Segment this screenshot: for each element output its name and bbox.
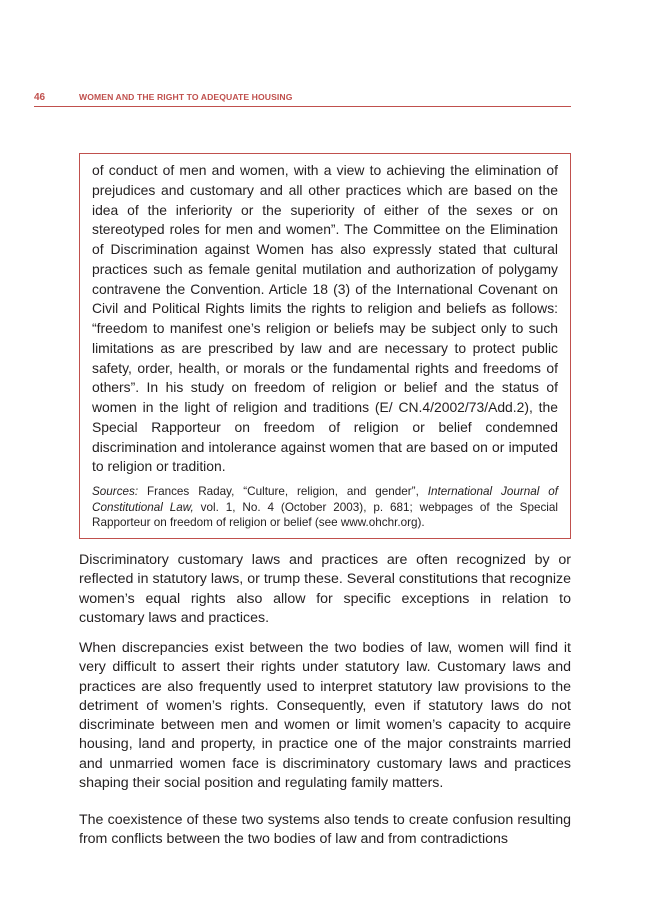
- page-number: 46: [34, 92, 46, 103]
- box-sources: [92, 484, 558, 531]
- box-paragraph: of conduct of men and women, with a view to achieving the elimination of prejudices and customary and all other practices which are based on the idea of the inferiority or the superiority of either of the sexes or on stereotyped roles for men and women”. The Committee on the Elimination of Discrimination against Women has also expressly stated that cultural practices such as female genital mutilation and authorization of polygamy contravene the Convention. Article 18 (3) of the International Covenant on Civil and Political Rights limits the rights to religion and beliefs as follows: “freedom to manifest one’s religion or beliefs may be subject only to such limitations as are prescribed by law and are necessary to protect public safety, order, health, or morals or the fundamental rights and freedoms of others”. In his study on freedom of religion or belief and the status of women in the light of religion and traditions (E/ CN.4/2002/73/Add.2), the Special Rapporteur on freedom of religion or belief condemned discrimination and intolerance against women that are based on or imputed to religion or tradition.: [92, 162, 558, 475]
- running-header: [34, 90, 571, 107]
- sources-journal: International Journal of Constitutional Law,: [92, 485, 559, 514]
- body-paragraph: When discrepancies exist between the two bodies of law, women will find it very difficult to assert their rights under statutory law. Customary laws and practices are also frequently used to interpret statutory law provisions to the detriment of women’s rights. Consequently, even if statutory laws do not discriminate between men and women or limit women’s capacity to acquire housing, land and property, in practice one of the major constraints married and unmarried women face is discriminatory customary laws and practices shaping their social position and regulating family matters.: [79, 640, 571, 792]
- sources-rest: vol. 1, No. 4 (October 2003), p. 681; webpages of the Special Rapporteur on freedom of religion or belief (see www.ohchr.org).: [92, 500, 558, 529]
- sources-author: Frances Raday, “Culture, religion, and gender”,: [138, 485, 428, 498]
- sources-label: Sources:: [92, 485, 139, 498]
- body-paragraph: Discriminatory customary laws and practices are often recognized by or reflected in statutory laws, or trump these. Several constitutions that recognize women’s equal rights also allow for specific exceptions in relation to customary laws and practices.: [79, 552, 571, 626]
- body-paragraph: The coexistence of these two systems also tends to create confusion resulting from conflicts between the two bodies of law and from contradictions: [79, 812, 571, 848]
- running-title: WOMEN AND THE RIGHT TO ADEQUATE HOUSING: [79, 92, 293, 102]
- text-box: [79, 153, 571, 539]
